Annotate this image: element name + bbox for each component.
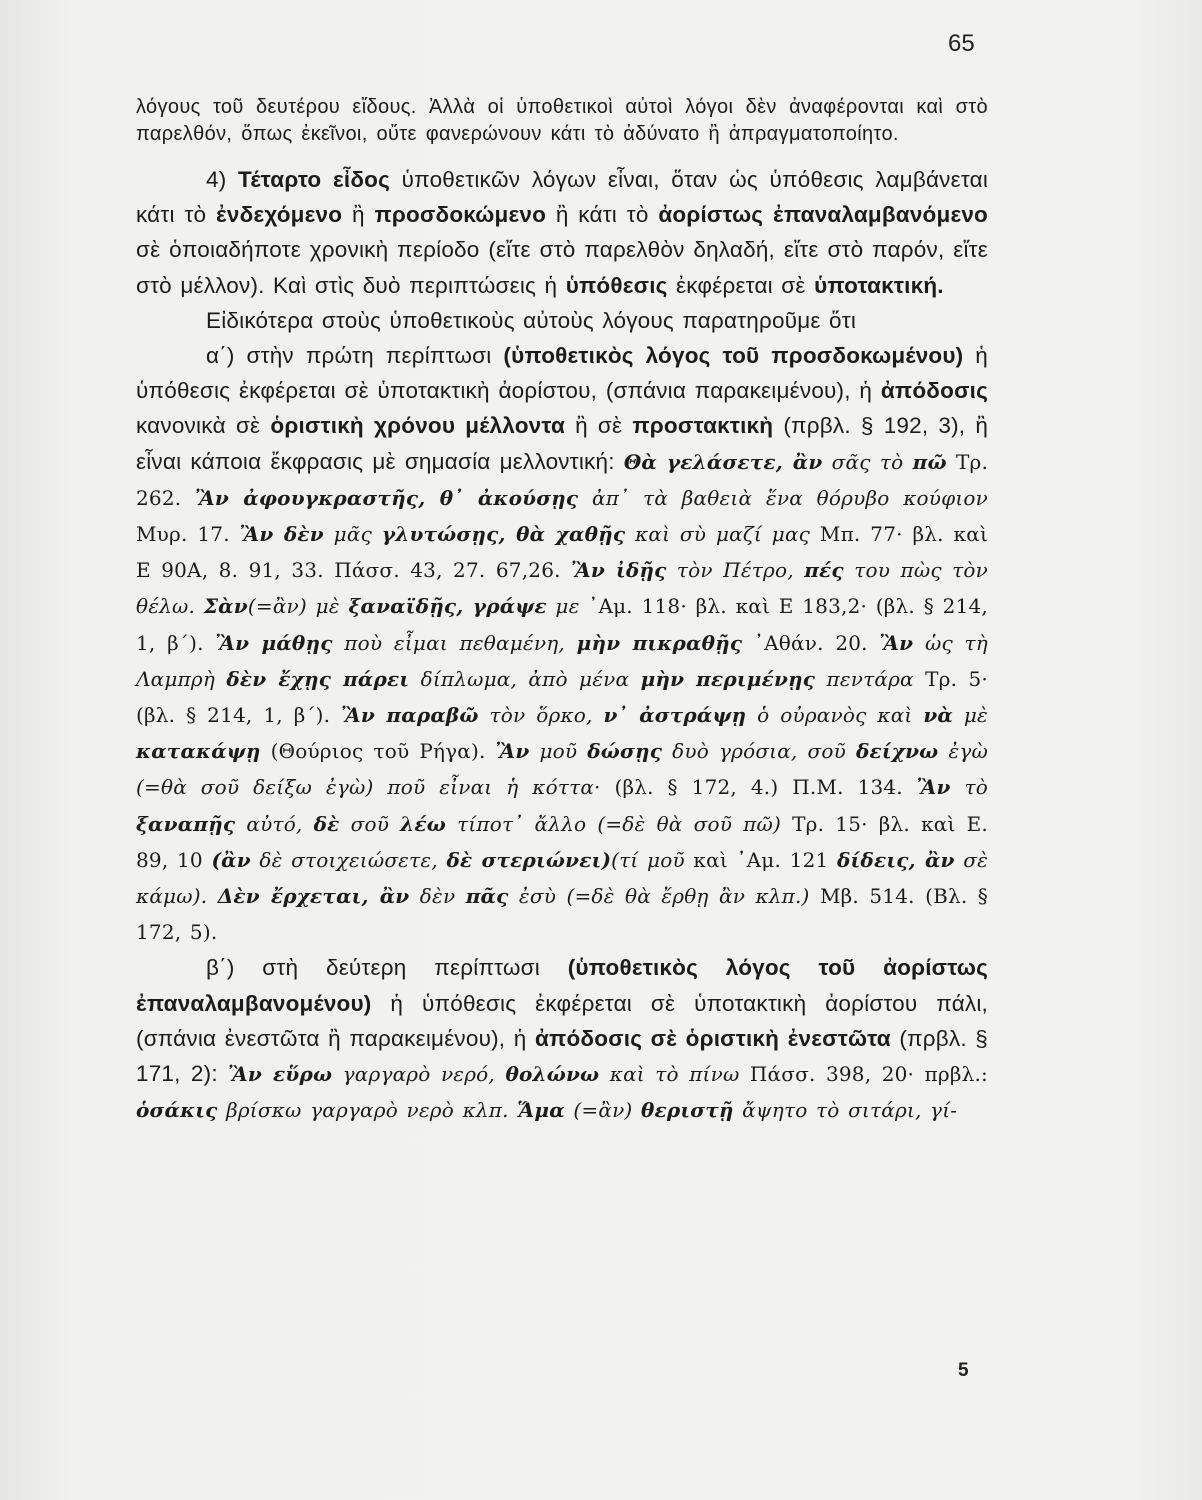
case-a-example-21-italic: τὸ bbox=[950, 775, 988, 800]
case-b-text-3: (πρβλ. § 171, 2): bbox=[136, 1025, 989, 1087]
case-a-example-14-italic: τὸν ὅρκο, bbox=[478, 703, 604, 728]
case-a-example-0-italic: σᾶς τὸ bbox=[822, 449, 913, 474]
case-a-example-29-roman: Μβ. 514. (Βλ. § 172, 5). bbox=[136, 884, 988, 945]
case-a-example-20-roman: (βλ. § 172, 4.) Π.Μ. 134. bbox=[614, 775, 917, 800]
case-a-example-20-italic: ἐγὼ (=θὰ σοῦ δείξω ἐγὼ) ποῦ εἶναι ἡ κόττα· bbox=[136, 739, 988, 800]
case-a-example-1-roman: Τρ. 262. bbox=[136, 449, 989, 510]
section-4-bold-1: ἐνδεχόμενο bbox=[216, 202, 343, 228]
case-a-example-27-italic: σὲ κάμω). bbox=[136, 847, 988, 909]
case-a-bold-4: προστακτικὴ bbox=[632, 413, 774, 439]
case-b-bold-2: ἀπόδοσις σὲ ὁριστικὴ ἐνεστῶτα bbox=[535, 1025, 891, 1051]
case-a-example-29-bold: πᾶς bbox=[465, 884, 509, 909]
case-a-example-4-italic: καὶ σὺ μαζί μας bbox=[625, 522, 820, 547]
case-a-example-17-bold: κατακάψῃ bbox=[136, 739, 261, 764]
case-a-example-2-bold: Ἂν ἀφουγκραστῆς, θ᾽ ἀκούσῃς bbox=[195, 485, 579, 510]
section-4-text-3: ἢ κάτι τὸ bbox=[555, 202, 649, 228]
intro-paragraph: λόγους τοῦ δευτέρου εἴδους. Ἀλλὰ οἱ ὑποθετικοὶ αὐτοὶ λόγοι δὲν ἀναφέρονται καὶ στὸ παρελθόν, ὅπως ἐκεῖνοι, οὔτε φανερώνουν κάτι τὸ ἀδύνατο ἢ ἀπραγματοποίητο. bbox=[136, 96, 988, 145]
case-a-example-25-bold: (ἂν bbox=[211, 847, 251, 872]
case-a-example-2-roman: Μυρ. 17. bbox=[136, 522, 240, 547]
case-a-example-13-roman: Τρ. 5· (βλ. § 214, 1, β΄). bbox=[136, 666, 988, 728]
case-b-example-1-italic: καὶ τὸ πίνω bbox=[599, 1062, 750, 1087]
case-a-example-23-bold: δὲ bbox=[313, 811, 340, 836]
case-a-bold-1: (ὑποθετικὸς λόγος τοῦ προσδοκωμένου) bbox=[503, 343, 964, 369]
case-a-example-7-bold: Σὰν bbox=[203, 594, 248, 619]
case-a-example-24-bold: λέω bbox=[400, 811, 446, 836]
case-a-examples bbox=[136, 450, 988, 945]
case-b-example-2-bold: ὁσάκις bbox=[136, 1098, 218, 1123]
case-a-example-11-bold: Ἂν bbox=[879, 630, 914, 655]
case-a-example-20-bold: δείχνω bbox=[855, 739, 939, 764]
case-a-example-17-roman: (Θούριος τοῦ Ρήγα). bbox=[260, 739, 496, 764]
case-a-example-12-italic: δίπλωμα, ἀπὸ μένα bbox=[409, 666, 641, 691]
case-a-example-19-bold: δώσῃς bbox=[587, 739, 663, 764]
case-a-example-18-bold: Ἂν bbox=[495, 739, 530, 764]
case-a-example-1-bold: πῶ bbox=[912, 449, 947, 474]
section-4-text-1: ὑποθετικῶν λόγων εἶναι, ὅταν ὡς ὑπόθεσις λαμβάνεται κάτι τὸ bbox=[136, 167, 989, 228]
case-a-example-11-italic: ὡς τὴ Λαμπρὴ bbox=[136, 630, 988, 691]
case-a-example-6-italic: του πὼς τὸν θέλω. bbox=[136, 558, 988, 619]
case-a-example-8-roman: ᾽Αμ. 118· βλ. καὶ Ε 183,2· (βλ. § 214, 1, β΄). bbox=[136, 594, 988, 655]
case-a-example-3-italic: μᾶς bbox=[323, 522, 382, 547]
case-a-example-8-italic: με bbox=[546, 594, 589, 619]
case-a-example-15-bold: ν᾽ ἀστράψῃ bbox=[603, 703, 747, 728]
case-a-example-16-italic: μὲ bbox=[952, 703, 988, 728]
case-a-example-29-italic: ἐσὺ (=δὲ θὰ ἔρθῃ ἂν κλπ.) bbox=[508, 884, 820, 909]
case-b-example-0-bold: Ἂν εὕρω bbox=[228, 1062, 333, 1087]
case-a-text-1: α΄) στὴν πρώτη περίπτωσι bbox=[206, 343, 492, 369]
section-4-bold-3: ἀορίστως ἐπαναλαμβανόμενο bbox=[658, 202, 988, 228]
case-a-example-13-italic: πεντάρα bbox=[815, 666, 926, 691]
case-b-paragraph bbox=[136, 950, 988, 1128]
case-a-example-7-italic: (=ἂν) μὲ bbox=[247, 594, 349, 619]
case-a-example-10-bold: μὴν πικραθῇς bbox=[576, 630, 743, 655]
case-b-example-1-bold: θολώνω bbox=[505, 1062, 600, 1087]
case-b-example-2-italic: βρίσκω γαργαρὸ νερὸ κλπ. bbox=[217, 1098, 518, 1123]
section-4-bold-2: προσδοκώμενο bbox=[374, 202, 547, 228]
case-a-text-4: ἢ σὲ bbox=[575, 413, 623, 439]
case-a-bold-2: ἀπόδοσις bbox=[880, 378, 989, 404]
case-a-example-5-italic: τὸν Πέτρο, bbox=[666, 558, 805, 583]
case-a-example-24-roman: Τρ. 15· βλ. καὶ Ε. 89, 10 bbox=[136, 811, 988, 872]
case-a-example-10-roman: ᾽Αθάν. 20. bbox=[742, 630, 880, 655]
section-4-bold-5: ὑποτακτική. bbox=[814, 272, 944, 298]
case-a-example-23-italic: σοῦ bbox=[339, 811, 401, 836]
case-a-example-13-bold: μὴν περιμένῃς bbox=[640, 666, 816, 691]
case-b-text-1: β΄) στὴ δεύτερη περίπτωσι bbox=[206, 955, 540, 981]
case-b-example-4-bold: θεριστῇ bbox=[641, 1098, 734, 1123]
case-a-example-9-bold: Ἂν μάθῃς bbox=[215, 630, 333, 655]
case-a-example-6-bold: πές bbox=[804, 558, 844, 583]
case-b-example-4-italic: ἄψητο τὸ σιτάρι, γί- bbox=[733, 1098, 958, 1123]
text-body bbox=[136, 94, 988, 1128]
case-a-example-9-italic: ποὺ εἶμαι πεθαμένη, bbox=[332, 630, 577, 655]
case-a-example-14-bold: Ἂν παραβῶ bbox=[341, 703, 479, 728]
case-a-example-4-roman: Μπ. 77· βλ. καὶ Ε 90Α, 8. 91, 33. Πάσσ. 43, 27. 67,26. bbox=[136, 522, 988, 583]
case-b-example-1-roman: Πάσσ. 398, 20· πρβλ.: bbox=[749, 1062, 988, 1087]
case-a-example-15-italic: ὁ οὐρανὸς καὶ bbox=[746, 703, 924, 728]
section-4-bold-4: ὑπόθεσις bbox=[565, 272, 668, 298]
case-a-example-26-bold: δὲ στεριώνει) bbox=[446, 847, 612, 872]
page-number: 65 bbox=[948, 30, 975, 57]
case-a-text-3: κανονικὰ σὲ bbox=[136, 413, 261, 439]
case-b-bold-1: (ὑποθετικὸς λόγος τοῦ ἀορίστως ἐπαναλαμβανομένου) bbox=[136, 955, 988, 1016]
case-a-bold-3: ὁριστικὴ χρόνου μέλλοντα bbox=[270, 413, 566, 439]
case-a-example-2-italic: ἀπ᾽ τὰ βαθειὰ ἕνα θόρυβο κούφιον bbox=[578, 485, 988, 510]
case-a-example-0-bold: Θὰ γελάσετε, ἂν bbox=[623, 449, 823, 474]
case-a-example-4-bold: γλυτώσῃς, θὰ χαθῇς bbox=[381, 522, 626, 547]
case-b-example-3-italic: (=ἂν) bbox=[564, 1098, 641, 1123]
case-a-example-18-italic: μοῦ bbox=[529, 739, 588, 764]
case-b-examples bbox=[136, 1062, 988, 1122]
case-a-example-19-italic: δυὸ γρόσια, σοῦ bbox=[662, 739, 856, 764]
specifically-paragraph: Εἰδικότερα στοὺς ὑποθετικοὺς αὐτοὺς λόγους παρατηροῦμε ὅτι bbox=[206, 307, 857, 333]
case-b-example-0-italic: γαργαρὸ νερό, bbox=[332, 1062, 506, 1087]
case-b-text-2: ἡ ὑπόθεσις ἐκφέρεται σὲ ὑποτακτικὴ ἀορίστου πάλι, (σπάνια ἐνεστῶτα ἢ παρακειμένου), ἡ bbox=[136, 990, 989, 1051]
section-4-text-5: ἐκφέρεται σὲ bbox=[676, 272, 806, 298]
case-a-text-5: (πρβλ. § 192, 3), ἢ εἶναι κάποια ἔκφρασις μὲ σημασία μελλοντική: bbox=[136, 413, 989, 474]
case-a-example-16-bold: νὰ bbox=[923, 703, 953, 728]
section-4-text-4: σὲ ὁποιαδήποτε χρονικὴ περίοδο (εἴτε στὸ παρελθὸν δηλαδή, εἴτε στὸ παρόν, εἴτε στὸ μέλλον). Καὶ στὶς δυὸ περιπτώσεις ἡ bbox=[136, 237, 988, 298]
signature-mark: 5 bbox=[958, 1360, 969, 1381]
case-a-example-22-bold: ξαναπῇς bbox=[136, 811, 236, 836]
case-a-example-27-bold: δίδεις, ἂν bbox=[837, 847, 955, 872]
case-a-example-5-bold: Ἂν ἰδῇς bbox=[571, 558, 667, 583]
case-b-example-3-bold: Ἅμα bbox=[517, 1098, 565, 1123]
case-a-example-12-bold: δὲν ἔχῃς πάρει bbox=[226, 666, 410, 691]
case-a-text-2: ἡ ὑπόθεσις ἐκφέρεται σὲ ὑποτακτικὴ ἀορίστου, (σπάνια παρακειμένου), ἡ bbox=[136, 343, 989, 404]
section-4-title: Τέταρτο εἶδος bbox=[238, 167, 391, 192]
section-4-paragraph bbox=[136, 162, 988, 303]
case-a-paragraph bbox=[136, 338, 988, 950]
section-4-number: 4) bbox=[206, 167, 227, 192]
case-a-example-28-italic: δὲν bbox=[409, 884, 466, 909]
case-a-example-24-italic: τίποτ᾽ ἄλλο (=δὲ θὰ σοῦ πῶ) bbox=[445, 811, 793, 836]
case-a-example-25-italic: δὲ στοιχειώσετε, bbox=[250, 847, 447, 872]
case-a-example-8-bold: ξαναϊδῇς, γράψε bbox=[348, 594, 547, 619]
case-a-example-26-roman: καὶ ᾽Αμ. 121 bbox=[693, 847, 838, 872]
case-a-example-22-italic: αὐτό, bbox=[235, 811, 314, 836]
case-a-example-26-italic: (τί μοῦ bbox=[611, 847, 694, 872]
case-a-example-28-bold: Δὲν ἔρχεται, ἂν bbox=[217, 884, 410, 909]
case-a-example-21-bold: Ἂν bbox=[916, 775, 951, 800]
section-4-text-2: ἢ bbox=[351, 202, 365, 228]
case-a-example-3-bold: Ἂν δὲν bbox=[239, 522, 324, 547]
